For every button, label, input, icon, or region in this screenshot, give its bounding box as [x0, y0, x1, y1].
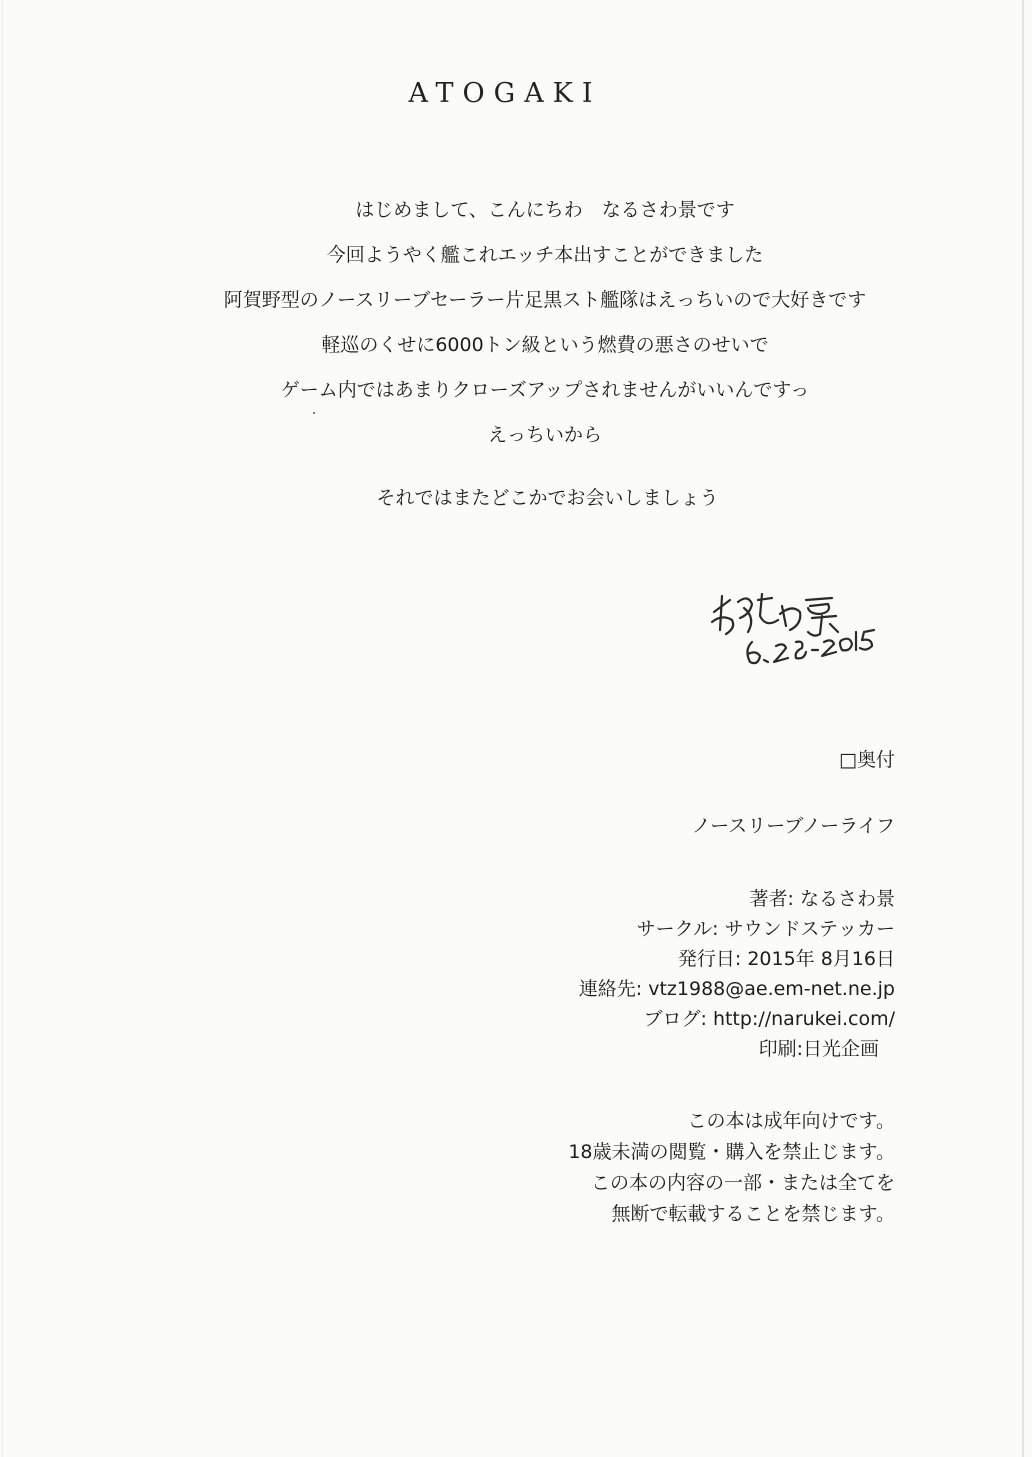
notice-line: 18歳未満の閲覧・購入を禁止じます。	[568, 1141, 895, 1163]
info-label: ブログ:	[643, 1008, 707, 1030]
info-label: 連絡先:	[578, 978, 643, 1000]
info-label: 発行日:	[677, 948, 742, 970]
info-value: なるさわ景	[799, 888, 895, 910]
info-value: サウンドステッカー	[724, 918, 895, 940]
info-value: http://narukei.com/	[712, 1008, 895, 1030]
adult-notice	[295, 1106, 895, 1230]
afterword-line: 阿賀野型のノースリーブセーラー片足黒スト艦隊はえっちいので大好きです	[223, 289, 867, 311]
handwritten-signature	[700, 578, 890, 678]
afterword-line: 軽巡のくせに6000トン級という燃費の悪さのせいで	[321, 334, 769, 356]
info-row-printer: 印刷:日光企画	[758, 1038, 879, 1060]
info-row-contact	[295, 974, 895, 1004]
afterword-line: はじめまして、こんにちわ なるさわ景です	[355, 199, 735, 221]
info-row-blog	[295, 1004, 895, 1034]
colophon-heading: □奥付	[839, 749, 895, 771]
book-title: ノースリーブノーライフ	[691, 815, 895, 837]
afterword-closing: それではまたどこかでお会いしましょう	[376, 487, 719, 509]
notice-line: この本は成年向けです。	[687, 1110, 895, 1132]
colophon	[295, 744, 895, 1230]
colophon-info	[295, 884, 895, 1064]
page-title: ATOGAKI	[408, 78, 602, 109]
notice-line: 無断で転載することを禁じます。	[611, 1203, 895, 1225]
info-value: vtz1988@ae.em-net.ne.jp	[648, 978, 895, 1000]
info-label: サークル:	[636, 918, 719, 940]
stray-ink-dot	[313, 412, 315, 414]
afterword-line: 今回ようやく艦これエッチ本出すことができました	[326, 244, 764, 266]
info-row-author	[295, 884, 895, 914]
info-value: 2015年 8月16日	[747, 948, 895, 970]
afterword-line: ゲーム内ではあまりクローズアップされませんがいいんですっ	[280, 379, 810, 401]
info-label: 著者:	[749, 888, 794, 910]
afterword-text	[0, 188, 1032, 458]
afterword-line: えっちいから	[487, 424, 602, 446]
info-row-circle	[295, 914, 895, 944]
notice-line: この本の内容の一部・または全てを	[590, 1172, 895, 1194]
info-row-publish-date	[295, 944, 895, 974]
